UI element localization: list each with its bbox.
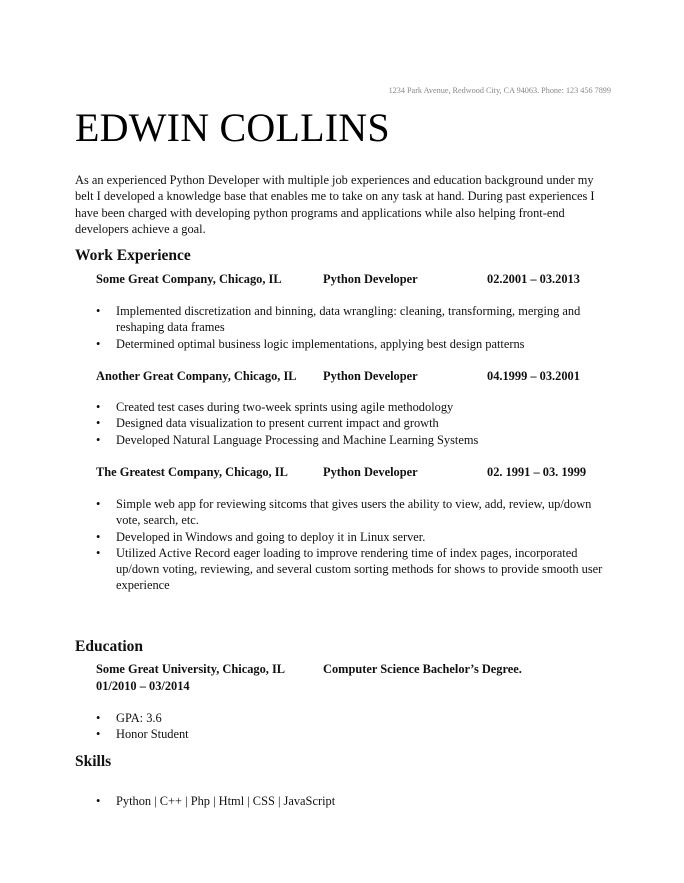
skills-bullets xyxy=(96,793,616,809)
candidate-name: EDWIN COLLINS xyxy=(75,105,390,150)
list-item: • Implemented discretization and binning, data wrangling: cleaning, transforming, merging and reshaping data frames xyxy=(96,304,581,335)
contact-line: 1234 Park Avenue, Redwood City, CA 94063. Phone: 123 456 7899 xyxy=(388,86,611,95)
list-item: • Created test cases during two-week sprints using agile methodology xyxy=(96,400,454,414)
job-1-bullets xyxy=(96,303,616,352)
list-item: • Python | C++ | Php | Html | CSS | JavaScript xyxy=(96,794,336,808)
degree-name: Computer Science Bachelor’s Degree. xyxy=(323,662,522,676)
job-2-bullets xyxy=(96,399,616,448)
job-company: Some Great Company, Chicago, IL xyxy=(96,272,282,286)
job-role: Python Developer xyxy=(323,369,418,383)
bullet-icon: • xyxy=(96,400,101,414)
education-heading: Education xyxy=(75,638,144,655)
list-item: • Utilized Active Record eager loading to improve rendering time of index pages, incorporated up/down voting, reviewing, and several custom sorting methods for shows to provide smooth user experience xyxy=(96,545,603,593)
list-item: • Honor Student xyxy=(96,727,189,742)
bullet-icon: • xyxy=(96,727,101,742)
list-item: • Simple web app for reviewing sitcoms that gives users the ability to view, add, review, up/down vote, search, etc. xyxy=(96,497,592,528)
work-experience-heading: Work Experience xyxy=(75,247,191,264)
education-bullets xyxy=(96,710,616,743)
list-item: • Developed Natural Language Processing and Machine Learning Systems xyxy=(96,432,479,447)
job-dates: 02.2001 – 03.2013 xyxy=(487,272,580,286)
bullet-icon: • xyxy=(96,336,101,351)
list-item: • Developed in Windows and going to deploy it in Linux server. xyxy=(96,529,426,544)
list-item: • Determined optimal business logic implementations, applying best design patterns xyxy=(96,336,525,351)
job-role: Python Developer xyxy=(323,465,418,479)
summary-paragraph: As an experienced Python Developer with multiple job experiences and education background under my belt I developed a knowledge base that enables me to take on any task at hand. During past experiences I have been charged with developing python programs and applications while also helping front-end developers achieve a goal. xyxy=(75,173,595,236)
bullet-icon: • xyxy=(96,545,101,560)
list-item: • GPA: 3.6 xyxy=(96,711,162,725)
bullet-icon: • xyxy=(96,794,101,808)
school-name: Some Great University, Chicago, IL xyxy=(96,662,286,676)
bullet-icon: • xyxy=(96,432,101,447)
bullet-icon: • xyxy=(96,497,101,511)
education-dates: 01/2010 – 03/2014 xyxy=(96,679,190,693)
job-company: Another Great Company, Chicago, IL xyxy=(96,369,297,383)
bullet-icon: • xyxy=(96,416,101,431)
job-3-bullets xyxy=(96,496,608,594)
job-dates: 02. 1991 – 03. 1999 xyxy=(487,465,587,479)
bullet-icon: • xyxy=(96,711,101,725)
bullet-icon: • xyxy=(96,529,101,544)
job-role: Python Developer xyxy=(323,272,418,286)
list-item: • Designed data visualization to present current impact and growth xyxy=(96,416,439,431)
bullet-icon: • xyxy=(96,304,101,318)
job-company: The Greatest Company, Chicago, IL xyxy=(96,465,288,479)
job-dates: 04.1999 – 03.2001 xyxy=(487,369,580,383)
skills-heading: Skills xyxy=(75,753,112,770)
